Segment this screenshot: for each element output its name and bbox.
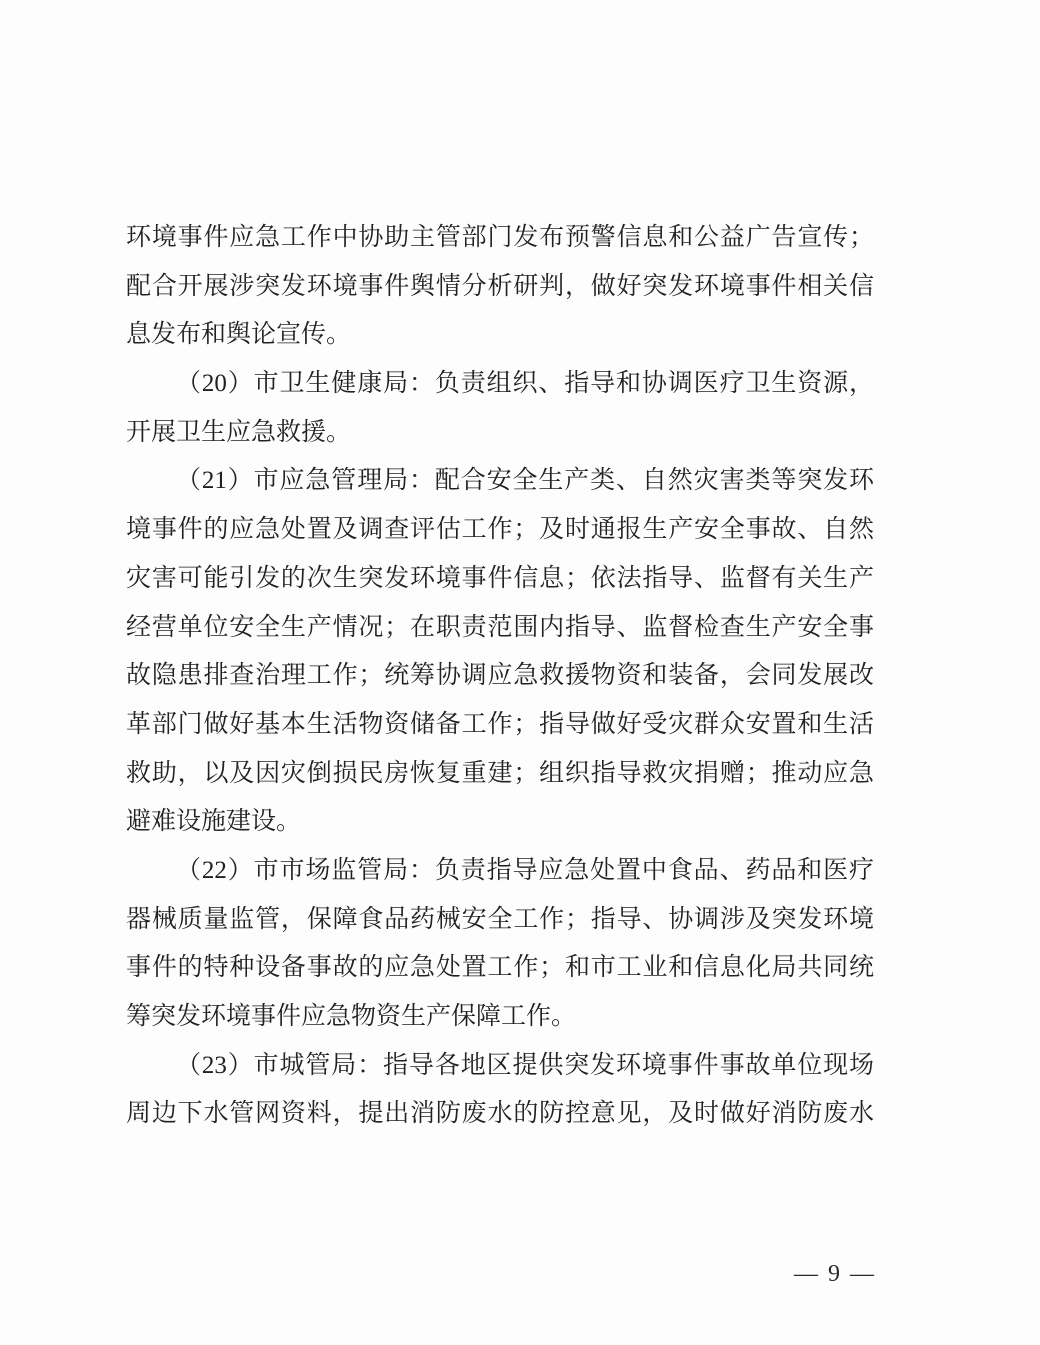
text-line: 境事件的应急处置及调查评估工作；及时通报生产安全事故、自然 xyxy=(126,516,874,544)
text-line: 革部门做好基本生活物资储备工作；指导做好受灾群众安置和生活 xyxy=(126,710,874,738)
text-line: 息发布和舆论宣传。 xyxy=(126,321,352,349)
document-body xyxy=(126,214,874,1139)
text-line: 器械质量监管，保障食品药械安全工作；指导、协调涉及突发环境 xyxy=(126,905,874,933)
page-number: — 9 — xyxy=(794,1261,876,1287)
text-line: 避难设施建设。 xyxy=(126,808,302,836)
text-line: 救助，以及因灾倒损民房恢复重建；组织指导救灾捐赠；推动应急 xyxy=(126,759,874,787)
text-line: （20）市卫生健康局：负责组织、指导和协调医疗卫生资源， xyxy=(176,370,874,398)
text-line: 开展卫生应急救援。 xyxy=(126,418,352,446)
text-line: 筹突发环境事件应急物资生产保障工作。 xyxy=(126,1003,577,1030)
text-line: 经营单位安全生产情况；在职责范围内指导、监督检查生产安全事 xyxy=(126,613,874,641)
text-line: 环境事件应急工作中协助主管部门发布预警信息和公益广告宣传； xyxy=(126,224,874,251)
text-line: （21）市应急管理局：配合安全生产类、自然灾害类等突发环 xyxy=(176,467,874,495)
text-line: 灾害可能引发的次生突发环境事件信息；依法指导、监督有关生产 xyxy=(126,564,874,592)
text-line: 配合开展涉突发环境事件舆情分析研判，做好突发环境事件相关信 xyxy=(126,272,874,300)
text-line: 事件的特种设备事故的应急处置工作；和市工业和信息化局共同统 xyxy=(126,954,874,982)
text-line: （23）市城管局：指导各地区提供突发环境事件事故单位现场 xyxy=(176,1051,874,1079)
text-line: （22）市市场监管局：负责指导应急处置中食品、药品和医疗 xyxy=(176,856,874,884)
text-line: 周边下水管网资料，提出消防废水的防控意见，及时做好消防废水 xyxy=(126,1100,874,1128)
text-line: 故隐患排查治理工作；统筹协调应急救援物资和装备，会同发展改 xyxy=(126,662,874,690)
